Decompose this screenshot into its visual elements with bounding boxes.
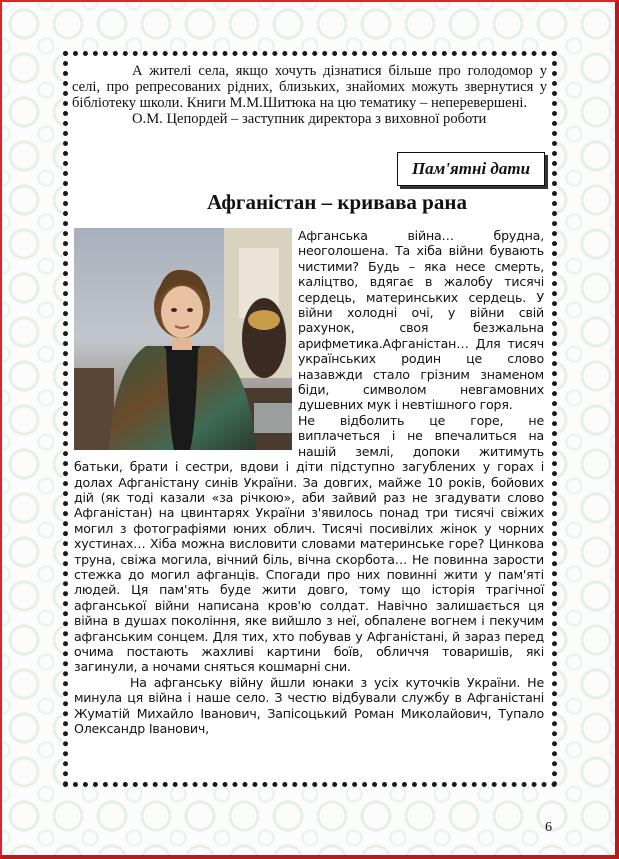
intro-paragraph: А жителі села, якщо хочуть дізнатися більше про голодомор у селі, про репресованих рідних, близьких, знайомих можуть звернутися у бібліотеку школи. Книги М.М.Шитюка на цю тематику – неперевершені. — [72, 63, 547, 111]
intro-section — [72, 63, 547, 127]
author-signature: О.М. Цепордей – заступник директора з виховної роботи — [132, 111, 487, 127]
portrait-illustration — [74, 228, 292, 450]
page-number: 6 — [545, 820, 552, 835]
article-paragraph-2: Не відболить це горе, не виплачеться і не впечалиться на нашій землі, допоки житимуть батьки, брати і сестри, вдови і діти підступно загублених у горах і долах Афганістану синів України. За довгих, майже 10 років, бойових дій (як тоді казали «за річкою», аби зайвий раз не згадувати слово Афганістан) на цвинтарях України з'явилось понад три тисячі свіжих могил з фотографіями юних облич. Тисячі посивілих жінок у чорних хустинах… Хіба можна висловити словами материнське горе? Цинкова труна, свіжа могила, вічний біль, вічна скорбота… Не повинна зарости стежка до могил афганців. Спогади про них повинні жити у пам'яті людей. Ця пам'ять буде жити довго, тому що історія трагічної афганської війни написана кров'ю солдат. Навічно залишається ця війна в душах покоління, яке вийшло з неї, обпалене вогнем і пекучим афганським сонцем. Для тих, хто побував у Афганістані, й зараз перед очима постають жахливі картини боїв, обличчя товаришів, які загинули, а ночами сняться кошмарні сни. — [74, 412, 544, 675]
section-banner: Пам'ятні дати — [397, 152, 545, 186]
portrait-photo — [74, 228, 292, 450]
article-body — [74, 228, 544, 736]
article-paragraph-3: На афганську війну йшли юнаки з усіх куточків України. Не минула ця війна і наше село. З честю відбували службу в Афганістані Жуматій Михайло Іванович, Запісоцький Роман Миколайович, Тупало Олександр Іванович, — [74, 674, 544, 736]
article-title: Афганістан – кривава рана — [207, 190, 467, 214]
article-paragraph-1: Афганська війна… брудна, неоголошена. Та хіба війни бувають чистими? Будь – яка несе смерть, каліцтво, вдягає в жалобу тисячі сердець, материнських сердець. У війни холодні очі, у війни свій рахунок, своя безжальна арифметика.Афганістан… Для тисяч українських родин це слово назавжди стало грізним знаменом біди, символом невгамовних душевних мук і невтішного горя. — [298, 228, 544, 413]
